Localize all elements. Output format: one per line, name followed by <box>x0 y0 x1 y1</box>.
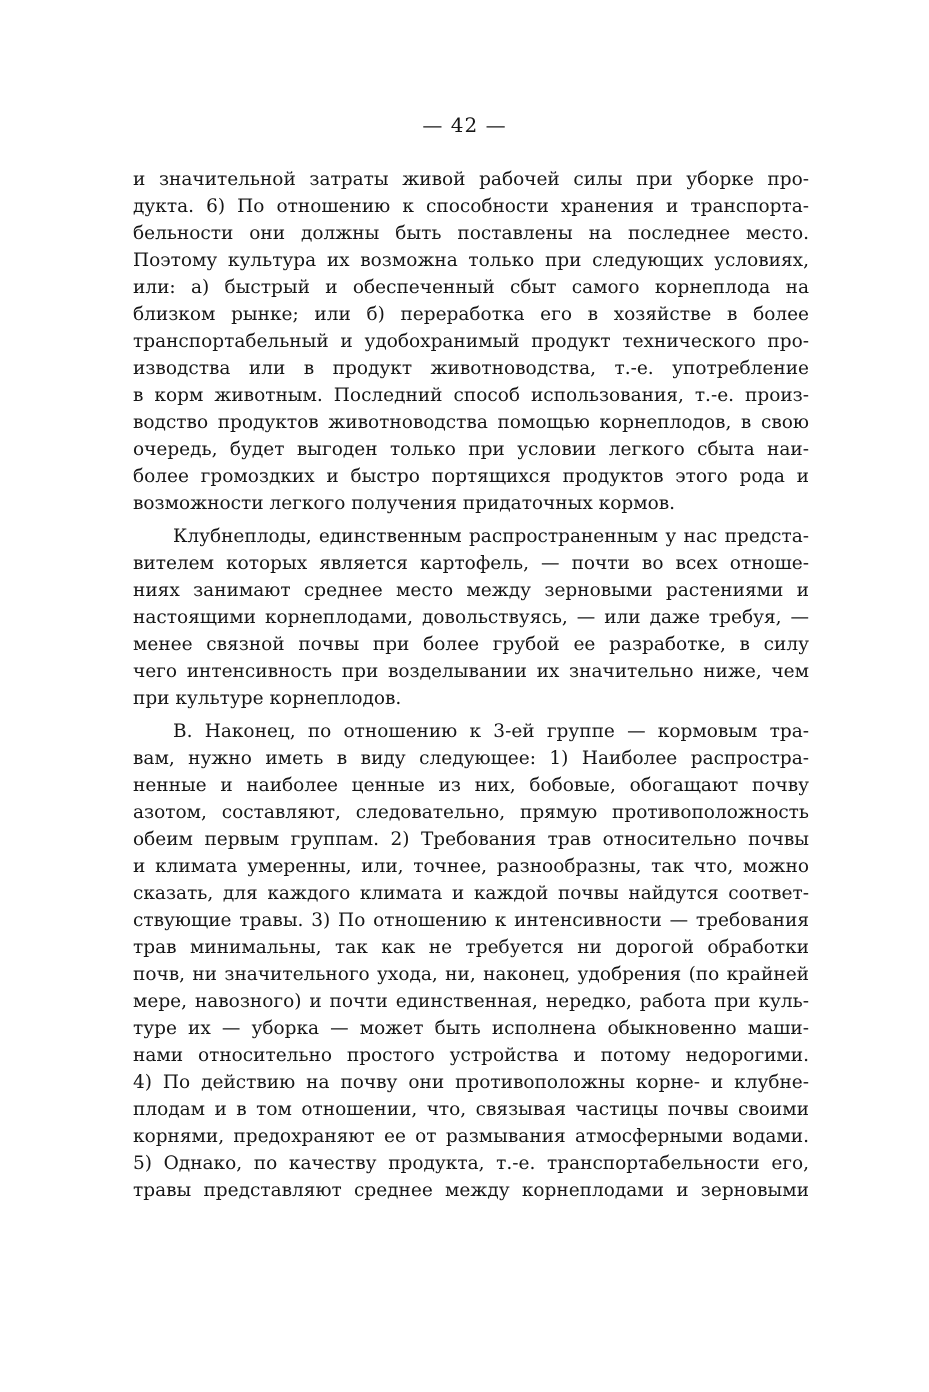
text-line: или: а) быстрый и обеспеченный сбыт самого корнеплода на <box>133 277 809 298</box>
body-text <box>133 166 809 1204</box>
text-line: водство продуктов животноводства помощью корнеплодов, в свою <box>133 412 809 433</box>
text-line: более громоздких и быстро портящихся продуктов этого рода и <box>133 466 809 487</box>
text-line: Поэтому культура их возможна только при следующих условиях, <box>133 250 809 271</box>
text-line: 4) По действию на почву они противоположны корне- и клубне- <box>133 1072 809 1093</box>
text-line: близком рынке; или б) переработка его в хозяйстве в более <box>133 304 809 325</box>
text-line: обеим первым группам. 2) Требования трав относительно почвы <box>133 829 809 850</box>
text-line: вам, нужно иметь в виду следующее: 1) Наиболее распростра- <box>133 748 809 769</box>
text-line: трав минимальны, так как не требуется ни дорогой обработки <box>133 937 809 958</box>
paragraph-3 <box>133 718 809 1204</box>
page-number: — 42 — <box>422 113 507 137</box>
text-line: изводства или в продукт животноводства, т.-е. употребление <box>133 358 809 379</box>
text-line: и значительной затраты живой рабочей силы при уборке про- <box>133 169 809 190</box>
text-line: возможности легкого получения придаточных кормов. <box>133 493 676 514</box>
text-line: корнями, предохраняют ее от размывания атмосферными водами. <box>133 1126 809 1147</box>
text-line: дукта. 6) По отношению к способности хранения и транспорта- <box>133 196 809 217</box>
text-line: Клубнеплоды, единственным распространенным у нас предста- <box>173 526 809 547</box>
text-line: травы представляют среднее между корнеплодами и зерновыми <box>133 1180 809 1201</box>
text-line: при культуре корнеплодов. <box>133 688 402 709</box>
text-line: почв, ни значительного ухода, ни, наконец, удобрения (по крайней <box>133 964 809 985</box>
text-line: чего интенсивность при возделывании их значительно ниже, чем <box>133 661 809 682</box>
text-line: плодам и в том отношении, что, связывая частицы почвы своими <box>133 1099 809 1120</box>
text-line: В. Наконец, по отношению к 3-ей группе — кормовым тра- <box>173 721 809 742</box>
text-line: в корм животным. Последний способ использования, т.-е. произ- <box>133 385 809 406</box>
text-line: менее связной почвы при более грубой ее разработке, в силу <box>133 634 809 655</box>
text-line: мере, навозного) и почти единственная, нередко, работа при куль- <box>133 991 809 1012</box>
text-line: бельности они должны быть поставлены на последнее место. <box>133 223 809 244</box>
text-line: вителем которых является картофель, — почти во всех отноше- <box>133 553 809 574</box>
text-line: транспортабельный и удобохранимый продукт технического про- <box>133 331 809 352</box>
text-line: ниях занимают среднее место между зерновыми растениями и <box>133 580 809 601</box>
paragraph-1 <box>133 166 809 517</box>
text-line: ствующие травы. 3) По отношению к интенсивности — требования <box>133 910 809 931</box>
text-line: сказать, для каждого климата и каждой почвы найдутся соответ- <box>133 883 809 904</box>
text-line: азотом, составляют, следовательно, прямую противоположность <box>133 802 809 823</box>
text-line: и климата умеренны, или, точнее, разнообразны, так что, можно <box>133 856 809 877</box>
text-line: настоящими корнеплодами, довольствуясь, — или даже требуя, — <box>133 607 809 628</box>
text-line: туре их — уборка — может быть исполнена обыкновенно маши- <box>133 1018 809 1039</box>
text-line: ненные и наиболее ценные из них, бобовые, обогащают почву <box>133 775 809 796</box>
text-line: нами относительно простого устройства и потому недорогими. <box>133 1045 809 1066</box>
text-line: очередь, будет выгоден только при условии легкого сбыта наи- <box>133 439 809 460</box>
paragraph-2 <box>133 523 809 712</box>
text-line: 5) Однако, по качеству продукта, т.-е. транспортабельности его, <box>133 1153 809 1174</box>
